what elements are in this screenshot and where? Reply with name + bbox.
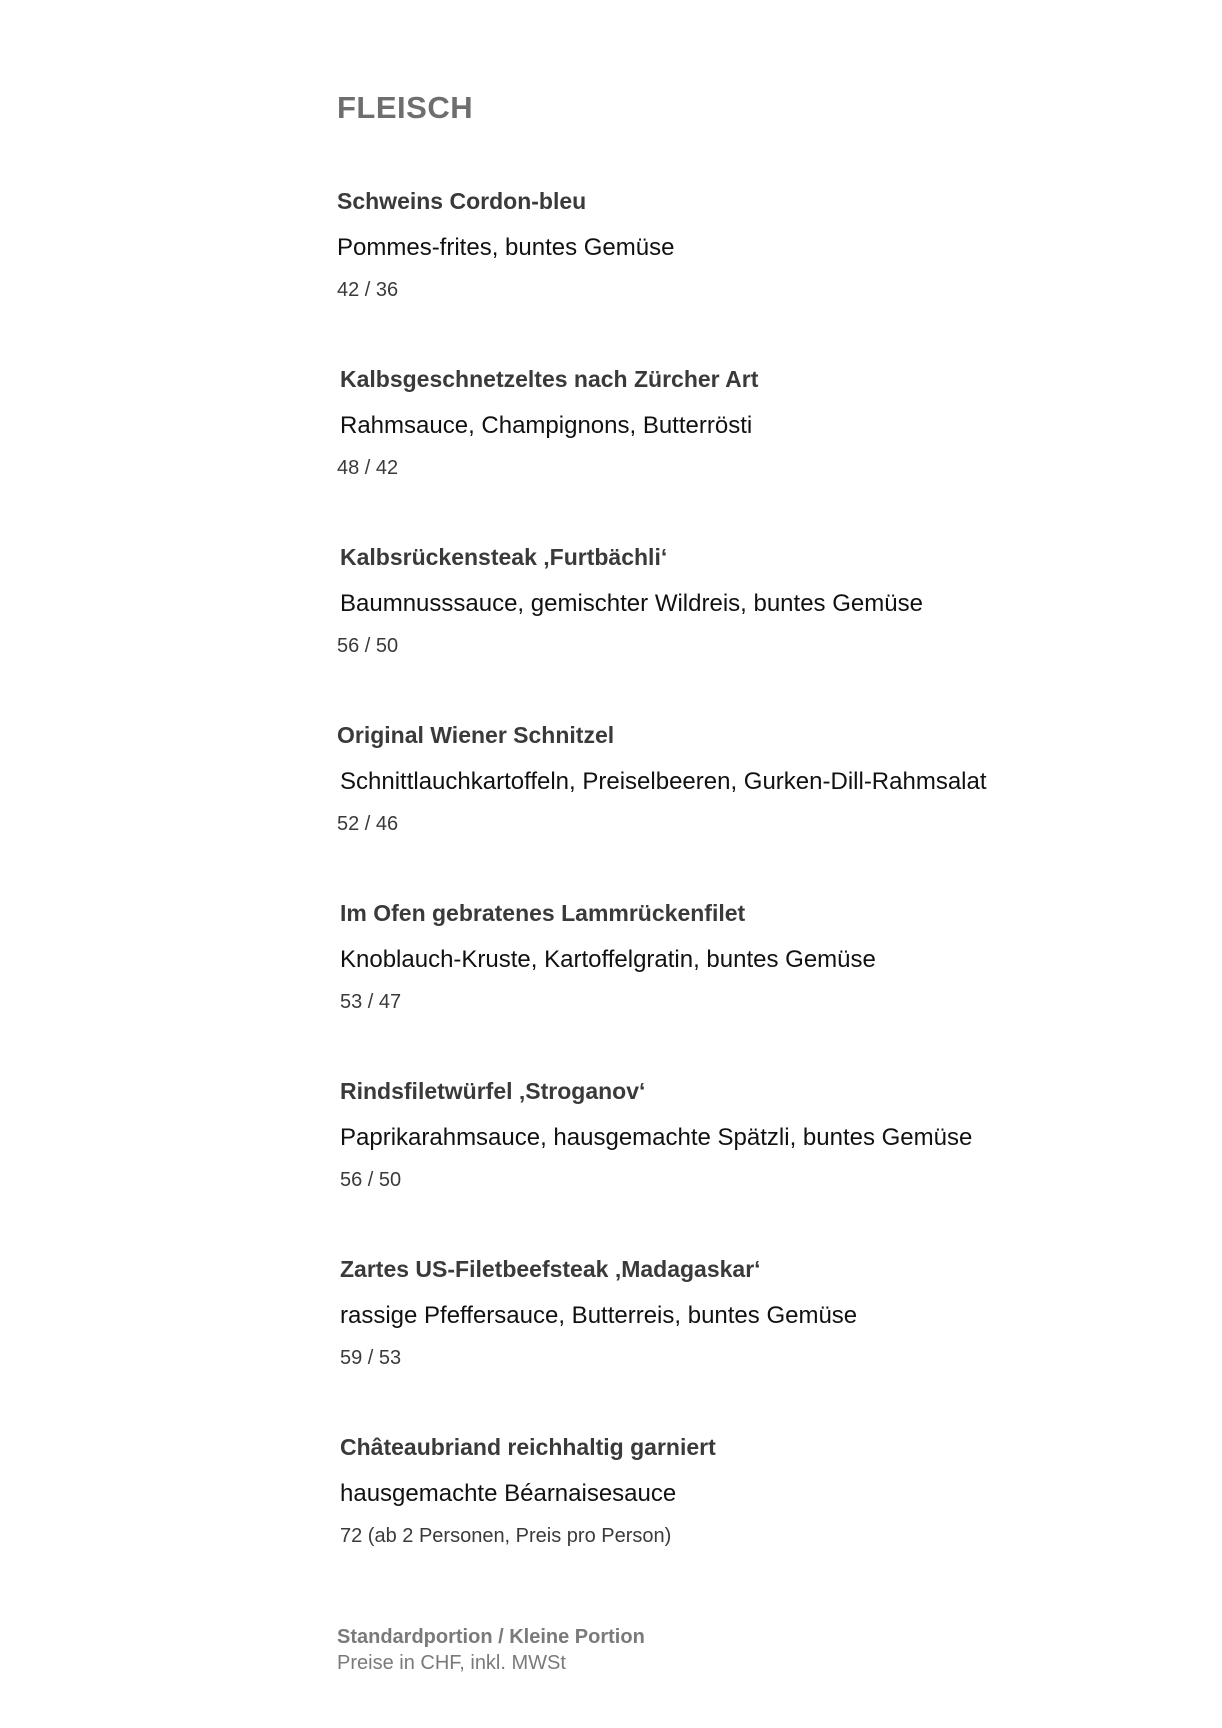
dish-price: 53 / 47	[340, 991, 402, 1013]
menu-item	[337, 1432, 1137, 1549]
dish-name: Rindsfiletwürfel ‚Stroganov‘	[340, 1078, 646, 1104]
dish-name: Zartes US-Filetbeefsteak ‚Madagaskar‘	[340, 1256, 761, 1282]
dish-description: hausgemachte Béarnaisesauce	[340, 1480, 677, 1507]
dish-description: Baumnusssauce, gemischter Wildreis, buntes Gemüse	[340, 590, 923, 617]
dish-name: Châteaubriand reichhaltig garniert	[340, 1434, 716, 1460]
dish-name: Kalbsgeschnetzeltes nach Zürcher Art	[340, 366, 759, 392]
dish-price: 48 / 42	[337, 457, 399, 479]
dish-description: Pommes-frites, buntes Gemüse	[337, 234, 675, 261]
footer-notes	[337, 1624, 645, 1676]
dish-description: Rahmsauce, Champignons, Butterrösti	[340, 412, 753, 439]
dish-price: 42 / 36	[337, 279, 399, 301]
dish-price: 56 / 50	[340, 1169, 402, 1191]
menu-item	[337, 1076, 1137, 1193]
dish-description: rassige Pfeffersauce, Butterreis, buntes Gemüse	[340, 1302, 858, 1329]
dish-name: Schweins Cordon-bleu	[337, 188, 587, 214]
dish-price: 52 / 46	[337, 813, 399, 835]
menu-item	[337, 720, 1137, 837]
dish-description: Schnittlauchkartoffeln, Preiselbeeren, Gurken-Dill-Rahmsalat	[340, 768, 987, 795]
dish-name: Kalbsrückensteak ‚Furtbächli‘	[340, 544, 668, 570]
menu-item	[337, 542, 1137, 659]
dish-name: Im Ofen gebratenes Lammrückenfilet	[340, 900, 746, 926]
dish-description: Knoblauch-Kruste, Kartoffelgratin, buntes Gemüse	[340, 946, 876, 973]
menu-item	[337, 364, 1137, 481]
menu-item	[337, 1254, 1137, 1371]
menu-item	[337, 898, 1137, 1015]
dish-name: Original Wiener Schnitzel	[337, 722, 615, 748]
section-title: FLEISCH	[337, 90, 474, 125]
dish-price: 56 / 50	[337, 635, 399, 657]
dish-price: 72 (ab 2 Personen, Preis pro Person)	[340, 1525, 672, 1547]
price-note: Preise in CHF, inkl. MWSt	[337, 1652, 566, 1674]
menu-page	[337, 86, 1137, 130]
menu-item	[337, 186, 1137, 303]
portion-note: Standardportion / Kleine Portion	[337, 1626, 645, 1648]
dish-description: Paprikarahmsauce, hausgemachte Spätzli, buntes Gemüse	[340, 1124, 973, 1151]
dish-price: 59 / 53	[340, 1347, 402, 1369]
